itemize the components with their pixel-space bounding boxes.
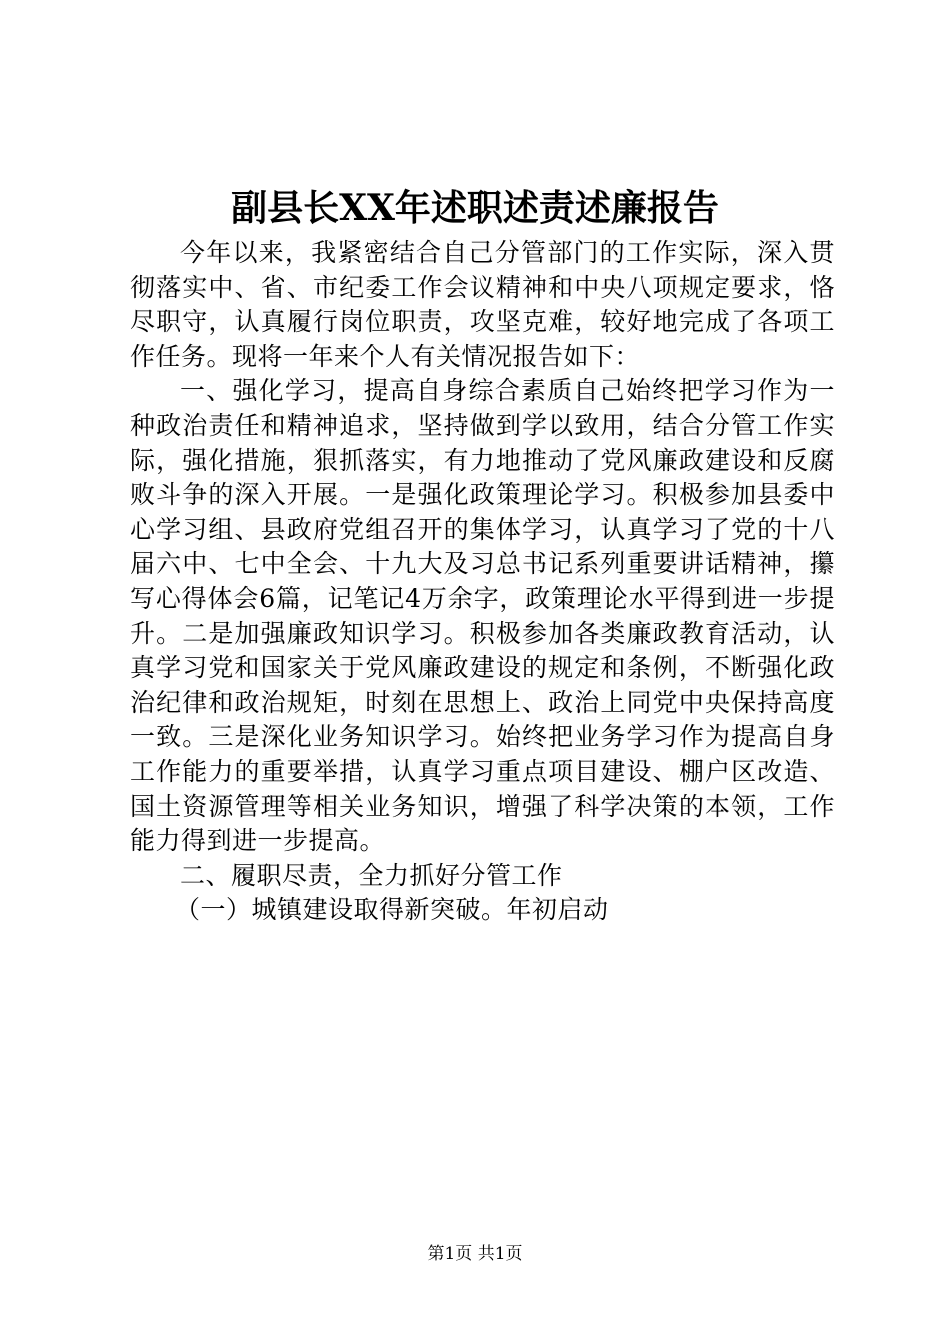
paragraph-section-1: 一、强化学习，提高自身综合素质自己始终把学习作为一种政治责任和精神追求，坚持做到学以致用，结合分管工作实际，强化措施，狠抓落实，有力地推动了党风廉政建设和反腐败斗争的深入开展。一是强化政策理论学习。积极参加县委中心学习组、县政府党组召开的集体学习，认真学习了党的十八届六中、七中全会、十九大及习总书记系列重要讲话精神，攥写心得体会6篇，记笔记4万余字，政策理论水平得到进一步提升。二是加强廉政知识学习。积极参加各类廉政教育活动，认真学习党和国家关于党风廉政建设的规定和条例，不断强化政治纪律和政治规矩，时刻在思想上、政治上同党中央保持高度一致。三是深化业务知识学习。始终把业务学习作为提高自身工作能力的重要举措，认真学习重点项目建设、棚户区改造、国土资源管理等相关业务知识，增强了科学决策的本领，工作能力得到进一步提高。: [130, 376, 835, 856]
page-footer: 第1页 共1页: [427, 1244, 523, 1264]
document-body: [130, 236, 835, 928]
paragraph-intro: 今年以来，我紧密结合自己分管部门的工作实际，深入贯彻落实中、省、市纪委工作会议精神和中央八项规定要求，恪尽职守，认真履行岗位职责，攻坚克难，较好地完成了各项工作任务。现将一年来个人有关情况报告如下：: [130, 238, 835, 371]
paragraph-subsection-1: （一）城镇建设取得新突破。年初启动: [175, 895, 609, 925]
paragraph-section-2-heading: 二、履职尽责，全力抓好分管工作: [180, 860, 563, 890]
document-title: 副县长XX年述职述责述廉报告: [231, 187, 719, 229]
